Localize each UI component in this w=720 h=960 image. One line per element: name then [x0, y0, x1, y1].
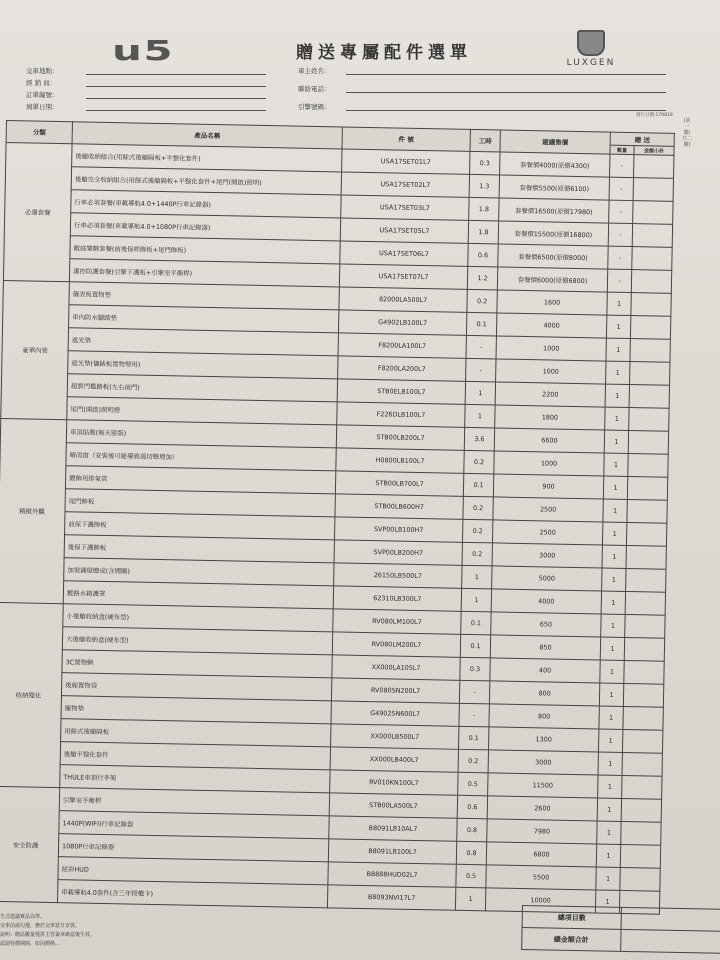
- col-gift: 贈 送: [610, 132, 674, 146]
- subtotal-cell[interactable]: [622, 752, 662, 776]
- gift-qty-cell[interactable]: 1: [599, 706, 623, 729]
- product-name-cell: 遮光墊(儀錶板置物墊用): [68, 351, 338, 379]
- labor-hours-cell: 1: [465, 404, 495, 428]
- price-cell: 1600: [497, 290, 607, 315]
- price-cell: 套餐價6500(原價8000): [498, 244, 608, 269]
- part-number-cell: SVP00LB100H7: [334, 517, 462, 542]
- subtotal-cell[interactable]: [627, 477, 667, 501]
- product-name-cell: 遮光墊: [68, 328, 338, 356]
- part-number-cell: B8091LB100L7: [328, 839, 456, 864]
- copy-note: (第一聯/共二聯): [682, 118, 693, 148]
- footer-note: 說明：贈品數量僅供主管簽章確認後生效。: [0, 932, 96, 938]
- footer-note: 交車前請勾選，務於交車當日安裝。: [0, 923, 81, 929]
- price-cell: 1000: [496, 336, 606, 361]
- labor-hours-cell: 0.5: [458, 772, 488, 796]
- part-number-cell: F226DLB100L7: [337, 402, 465, 427]
- part-number-cell: STB0ELB100L7: [337, 379, 465, 404]
- part-number-cell: USA17SET07L7: [339, 264, 467, 289]
- gift-qty-cell[interactable]: -: [607, 269, 631, 292]
- price-cell: 3000: [492, 543, 602, 568]
- category-cell: 豪華內裝: [1, 280, 70, 419]
- product-name-cell: 行車必須套餐(車載導航4.0+1080P行車記錄器): [70, 213, 340, 241]
- part-number-cell: RV080SN200L7: [331, 678, 459, 703]
- product-name-cell: 尾門(開啟)照明燈: [67, 397, 337, 425]
- price-cell: 4000: [491, 589, 601, 614]
- total-amount-value[interactable]: [621, 929, 720, 953]
- gift-qty-cell[interactable]: 1: [598, 752, 622, 775]
- field-order-number[interactable]: [26, 90, 59, 99]
- labor-hours-cell: 0.2: [462, 542, 492, 566]
- price-cell: 2500: [492, 520, 602, 545]
- price-cell: 2600: [487, 796, 597, 821]
- product-name-cell: 3C置物網: [62, 650, 332, 678]
- product-name-cell: 1440P(WIFI)行車記錄器: [59, 811, 329, 839]
- gift-qty-cell[interactable]: -: [609, 177, 633, 200]
- labor-hours-cell: 0.2: [463, 496, 493, 520]
- labor-hours-cell: 0.2: [458, 749, 488, 773]
- labor-hours-cell: -: [459, 703, 489, 727]
- price-cell: 10000: [485, 888, 595, 913]
- subtotal-cell[interactable]: [633, 201, 673, 225]
- gift-qty-cell[interactable]: 1: [596, 867, 620, 890]
- subtotal-cell[interactable]: [626, 545, 666, 569]
- subtotal-cell[interactable]: [628, 431, 668, 455]
- category-cell: 收納變化: [0, 602, 63, 787]
- price-cell: 1000: [496, 359, 606, 384]
- price-cell: 6600: [494, 428, 604, 453]
- gift-qty-cell[interactable]: 1: [602, 568, 626, 591]
- field-label: 經 銷 商：: [26, 79, 57, 87]
- subtotal-cell[interactable]: [624, 637, 664, 661]
- labor-hours-cell: 3.6: [464, 427, 494, 451]
- field-label: 填單日期：: [26, 103, 59, 111]
- part-number-cell: 26150LB500L7: [334, 563, 462, 588]
- gift-qty-cell[interactable]: 1: [598, 775, 622, 798]
- part-number-cell: XX000LA105L7: [332, 655, 460, 680]
- product-name-cell: 炫彩HUD: [58, 857, 328, 885]
- subtotal-cell[interactable]: [627, 499, 667, 523]
- product-name-cell: 加裝霧燈總成(含開關): [64, 558, 334, 586]
- product-name-cell: THULE車頂行李架: [60, 765, 330, 793]
- gift-qty-cell[interactable]: 1: [600, 637, 624, 660]
- field-phone[interactable]: [298, 84, 331, 93]
- price-cell: 套餐價15500(原價16800): [498, 221, 608, 246]
- price-cell: 7980: [487, 819, 597, 844]
- gift-qty-cell[interactable]: -: [609, 200, 633, 223]
- price-cell: 4000: [496, 313, 606, 338]
- labor-hours-cell: 1.8: [468, 220, 498, 244]
- col-category: 分類: [6, 121, 72, 144]
- subtotal-cell[interactable]: [624, 660, 664, 684]
- subtotal-cell[interactable]: [630, 316, 670, 340]
- price-cell: 800: [489, 681, 599, 706]
- field-label: 交車地點：: [26, 67, 59, 75]
- gift-qty-cell[interactable]: 1: [597, 821, 621, 844]
- part-number-cell: B8888HUD02L7: [328, 862, 456, 887]
- price-cell: 1800: [495, 405, 605, 430]
- gift-qty-cell[interactable]: 1: [595, 890, 619, 913]
- subtotal-cell[interactable]: [621, 798, 661, 822]
- labor-hours-cell: 1: [462, 565, 492, 589]
- price-cell: 2500: [493, 497, 603, 522]
- part-number-cell: STB00LB700L7: [335, 471, 463, 496]
- labor-hours-cell: 1: [455, 887, 485, 911]
- subtotal-cell[interactable]: [626, 522, 666, 546]
- part-number-cell: USA17SET05L7: [340, 218, 468, 243]
- part-number-cell: STB00LB200L7: [336, 425, 464, 450]
- part-number-cell: SVP00LB200H7: [334, 540, 462, 565]
- accessory-table: [0, 120, 675, 915]
- field-engine-number[interactable]: [298, 102, 331, 111]
- labor-hours-cell: 0.2: [467, 289, 497, 313]
- summary-row: [522, 928, 720, 954]
- col-name: 產品名稱: [72, 122, 342, 149]
- gift-qty-cell[interactable]: -: [610, 154, 634, 177]
- field-delivery-location[interactable]: [26, 66, 59, 75]
- product-name-cell: 前保下護飾板: [65, 512, 335, 540]
- field-fill-date[interactable]: [26, 102, 59, 111]
- part-number-cell: F8200LA200L7: [338, 356, 466, 381]
- gift-qty-cell[interactable]: -: [608, 246, 632, 269]
- product-name-cell: 超質門檻踏板(左右前門): [67, 374, 337, 402]
- labor-hours-cell: 0.1: [459, 726, 489, 750]
- gift-qty-cell[interactable]: 1: [605, 407, 629, 430]
- price-cell: 5000: [492, 566, 602, 591]
- footer-notes: [0, 913, 95, 949]
- part-number-cell: STB00LB600H7: [335, 494, 463, 519]
- summary-table: [521, 905, 720, 954]
- subtotal-cell[interactable]: [632, 224, 672, 248]
- brand-name: LUXGEN: [566, 58, 616, 68]
- subtotal-cell[interactable]: [623, 683, 663, 707]
- part-number-cell: 82000LA500L7: [339, 287, 467, 312]
- price-cell: 6800: [486, 842, 596, 867]
- product-name-cell: 鍍飾用排氣管: [65, 466, 335, 494]
- subtotal-cell[interactable]: [630, 339, 670, 363]
- product-name-cell: 敞庭樂騎套餐(前後保桿飾板+尾門飾板): [70, 236, 340, 264]
- part-number-cell: XX000LB400L7: [330, 747, 458, 772]
- subtotal-cell[interactable]: [625, 591, 665, 615]
- price-cell: 套餐價6000(原價6800): [497, 267, 607, 292]
- gift-qty-cell[interactable]: 1: [598, 729, 622, 752]
- total-amount-label: 總金額合計: [522, 928, 621, 952]
- subtotal-cell[interactable]: [633, 178, 673, 202]
- gift-qty-cell[interactable]: 1: [599, 683, 623, 706]
- field-label: 車主姓名：: [298, 67, 331, 75]
- part-number-cell: 62310LB300L7: [333, 586, 461, 611]
- page-title: 贈送專屬配件選單: [296, 43, 472, 63]
- labor-hours-cell: 1: [461, 588, 491, 612]
- labor-hours-cell: 0.1: [466, 312, 496, 336]
- gift-qty-cell[interactable]: 1: [606, 361, 630, 384]
- part-number-cell: USA17SET02L7: [341, 172, 469, 197]
- part-number-cell: USA17SET03L7: [341, 195, 469, 220]
- subtotal-cell[interactable]: [631, 270, 671, 294]
- labor-hours-cell: -: [466, 335, 496, 359]
- labor-hours-cell: 1: [465, 381, 495, 405]
- luxgen-badge-icon: [577, 30, 605, 56]
- labor-hours-cell: 0.2: [464, 450, 494, 474]
- u5-logo: u5: [112, 34, 175, 67]
- product-name-cell: 小後艙收納盒(硬布型): [63, 604, 333, 632]
- product-name-cell: 大後艙收納盒(硬布型): [62, 627, 332, 655]
- category-cell: 必選套餐: [3, 143, 72, 282]
- product-name-cell: 1080P行車記錄器: [58, 834, 328, 862]
- part-number-cell: F8200LA100L7: [338, 333, 466, 358]
- subtotal-cell[interactable]: [622, 729, 662, 753]
- price-cell: 3000: [488, 750, 598, 775]
- labor-hours-cell: 0.1: [460, 634, 490, 658]
- labor-hours-cell: 0.3: [460, 657, 490, 681]
- labor-hours-cell: 1.8: [469, 197, 499, 221]
- price-cell: 1300: [488, 727, 598, 752]
- part-number-cell: G4902LB100L7: [338, 310, 466, 335]
- field-dealer[interactable]: [26, 78, 56, 87]
- gift-qty-cell[interactable]: 1: [603, 476, 627, 499]
- price-cell: 400: [490, 658, 600, 683]
- col-qty: 數量: [610, 145, 634, 154]
- labor-hours-cell: 0.6: [468, 243, 498, 267]
- labor-hours-cell: 0.8: [456, 841, 486, 865]
- labor-hours-cell: 0.1: [461, 611, 491, 635]
- gift-qty-cell[interactable]: 1: [597, 798, 621, 821]
- subtotal-cell[interactable]: [621, 821, 661, 845]
- field-label: 引擎號碼：: [298, 103, 331, 111]
- footer-note: 告式建議實品為準。: [0, 914, 46, 920]
- product-name-cell: 儀表板置物墊: [69, 282, 339, 310]
- product-name-cell: 晴雨窗（安裝後可能導致風切聲增加）: [66, 443, 336, 471]
- product-name-cell: 車載導航4.0套件(含三年授權卡): [57, 880, 327, 908]
- subtotal-cell[interactable]: [629, 408, 669, 432]
- product-name-cell: 車內防水腳踏墊: [69, 305, 339, 333]
- labor-hours-cell: -: [466, 358, 496, 382]
- col-part: 件 號: [342, 127, 470, 151]
- price-cell: 套餐價4000(原價4300): [500, 152, 610, 177]
- part-number-cell: USA17SET06L7: [340, 241, 468, 266]
- product-name-cell: 後艙收納組合(用餘式後艙隔板+平整化套件): [72, 144, 342, 172]
- subtotal-cell[interactable]: [629, 385, 669, 409]
- col-price: 建議售價: [500, 130, 610, 154]
- table-body: [0, 143, 674, 915]
- gift-qty-cell[interactable]: 1: [604, 430, 628, 453]
- labor-hours-cell: 1.3: [469, 174, 499, 198]
- gift-qty-cell[interactable]: -: [608, 223, 632, 246]
- price-cell: 套餐價16500(原價17980): [499, 198, 609, 223]
- field-owner-name[interactable]: [298, 66, 331, 75]
- part-number-cell: USA17SET01L7: [342, 149, 470, 174]
- subtotal-cell[interactable]: [625, 614, 665, 638]
- price-cell: 5500: [486, 865, 596, 890]
- col-subtotal: 金額小計: [634, 146, 674, 156]
- price-cell: 套餐價5500(原價6100): [499, 175, 609, 200]
- price-cell: 650: [491, 612, 601, 637]
- part-number-cell: STB00LA500L7: [329, 793, 457, 818]
- price-cell: 800: [489, 704, 599, 729]
- part-number-cell: H0800LB100L7: [336, 448, 464, 473]
- gift-qty-cell[interactable]: 1: [607, 292, 631, 315]
- footer-note: 認證特價期間，如因價格…: [0, 941, 61, 947]
- part-number-cell: G4902SN600L7: [331, 701, 459, 726]
- table-header-row: [6, 121, 674, 147]
- part-number-cell: RV080LM200L7: [332, 632, 460, 657]
- product-name-cell: 後艙平整化套件: [60, 742, 330, 770]
- gift-qty-cell[interactable]: 1: [596, 844, 620, 867]
- price-cell: 11500: [488, 773, 598, 798]
- gift-qty-cell[interactable]: 1: [602, 522, 626, 545]
- subtotal-cell[interactable]: [634, 155, 674, 179]
- product-name-cell: 鍍鉻水箱護罩: [63, 581, 333, 609]
- gift-qty-cell[interactable]: 1: [601, 614, 625, 637]
- price-cell: 850: [490, 635, 600, 660]
- luxgen-logo: [556, 30, 626, 68]
- labor-hours-cell: 0.5: [456, 864, 486, 888]
- category-cell: 安全防護: [0, 786, 60, 902]
- part-number-cell: B8091LB10AL7: [329, 816, 457, 841]
- subtotal-cell[interactable]: [623, 706, 663, 730]
- part-number-cell: RV010KN100L7: [330, 770, 458, 795]
- price-cell: 2200: [495, 382, 605, 407]
- product-name-cell: 引擎室平衡桿: [59, 788, 329, 816]
- labor-hours-cell: -: [459, 680, 489, 704]
- gift-qty-cell[interactable]: 1: [603, 499, 627, 522]
- subtotal-cell[interactable]: [620, 867, 660, 891]
- price-cell: 900: [493, 474, 603, 499]
- gift-qty-cell[interactable]: 1: [604, 453, 628, 476]
- labor-hours-cell: 0.1: [463, 473, 493, 497]
- part-number-cell: B8093NVI17L7: [327, 885, 455, 910]
- subtotal-cell[interactable]: [632, 247, 672, 271]
- labor-hours-cell: 0.6: [457, 795, 487, 819]
- product-name-cell: 車頂貼膜(無天窗版): [66, 420, 336, 448]
- subtotal-cell[interactable]: [622, 775, 662, 799]
- labor-hours-cell: 0.8: [457, 818, 487, 842]
- field-label: 聯絡電話：: [298, 85, 331, 93]
- labor-hours-cell: 0.2: [462, 519, 492, 543]
- subtotal-cell[interactable]: [628, 454, 668, 478]
- product-name-cell: 後保下護飾板: [64, 535, 334, 563]
- field-label: 訂單編號：: [26, 91, 59, 99]
- subtotal-cell[interactable]: [631, 293, 671, 317]
- product-name-cell: 尾門飾板: [65, 489, 335, 517]
- subtotal-cell[interactable]: [620, 844, 660, 868]
- product-name-cell: 行車必須套餐(車載導航4.0+1440P行車記錄器): [71, 190, 341, 218]
- product-name-cell: 寵物墊: [61, 696, 331, 724]
- issue-date-note: 發行日期:170818: [636, 113, 673, 118]
- part-number-cell: XX000LB500L7: [331, 724, 459, 749]
- gift-qty-cell[interactable]: 1: [600, 660, 624, 683]
- gift-qty-cell[interactable]: 1: [605, 384, 629, 407]
- gift-qty-cell[interactable]: 1: [601, 591, 625, 614]
- labor-hours-cell: 1.2: [467, 266, 497, 290]
- total-items-value[interactable]: [621, 907, 720, 931]
- product-name-cell: 潔控防護套餐(引擎下護板+引擎室平衡桿): [69, 259, 339, 287]
- col-hours: 工時: [470, 129, 500, 152]
- product-name-cell: 後廂置物袋: [61, 673, 331, 701]
- subtotal-cell[interactable]: [630, 362, 670, 386]
- gift-qty-cell[interactable]: 1: [606, 338, 630, 361]
- category-cell: 精緻外觀: [0, 418, 67, 603]
- product-name-cell: 後艙完全收納組合(用餘式後艙隔板+平整化套件+尾門(開啟)照明): [71, 167, 341, 195]
- gift-qty-cell[interactable]: 1: [606, 315, 630, 338]
- gift-qty-cell[interactable]: 1: [602, 545, 626, 568]
- subtotal-cell[interactable]: [626, 568, 666, 592]
- labor-hours-cell: 0.3: [470, 151, 500, 175]
- product-name-cell: 用餘式後艙隔板: [61, 719, 331, 747]
- part-number-cell: RV080LM100L7: [333, 609, 461, 634]
- total-items-label: 總項目數: [522, 906, 621, 930]
- price-cell: 1000: [494, 451, 604, 476]
